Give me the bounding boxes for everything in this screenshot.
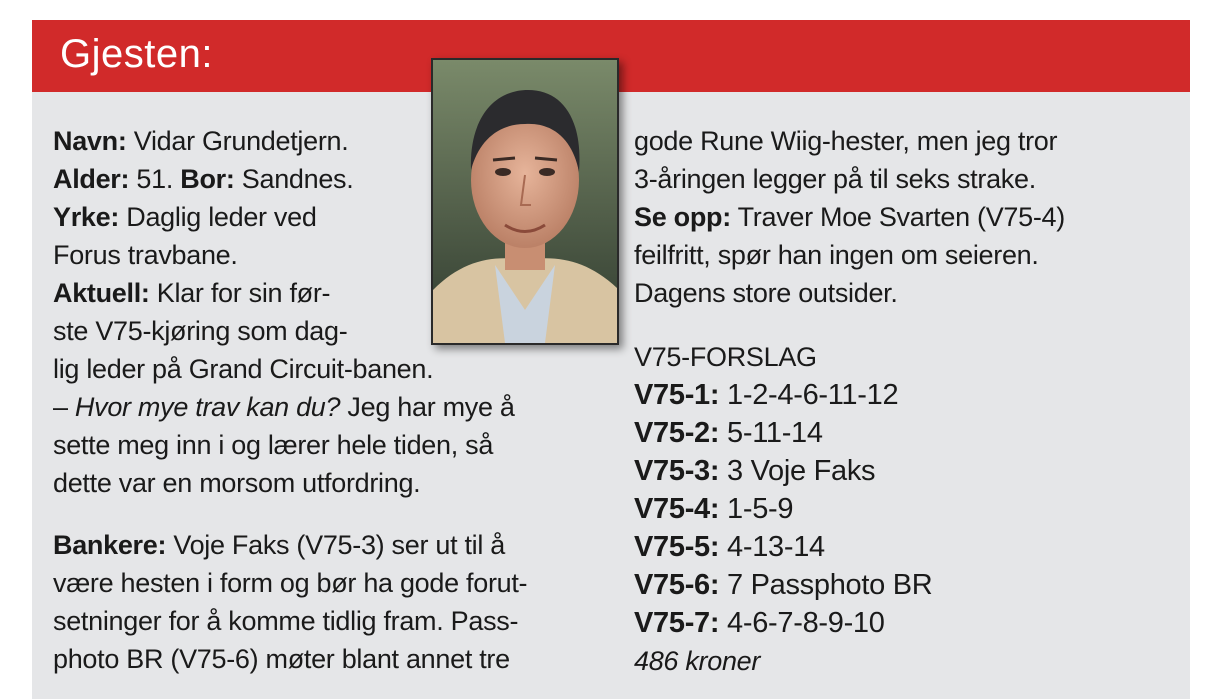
pick-row <box>634 376 1174 414</box>
pick-row <box>634 604 1174 642</box>
bankers-line-2: være hesten i form og bør ha gode forut- <box>53 568 528 598</box>
job-label: Yrke: <box>53 202 120 232</box>
seeup-line-2: feilfritt, spør han ingen om seieren. <box>634 240 1039 270</box>
age-line <box>53 160 613 198</box>
pick-value: 4-6-7-8-9-10 <box>719 607 885 639</box>
pick-value: 1-2-4-6-11-12 <box>719 379 899 411</box>
bankers-value: Voje Faks (V75-3) ser ut til å <box>166 530 505 560</box>
name-label: Navn: <box>53 126 127 156</box>
pick-value: 4-13-14 <box>719 531 825 563</box>
price-line <box>634 642 1174 680</box>
name-value: Vidar Grundetjern. <box>126 126 349 156</box>
pick-row <box>634 452 1174 490</box>
left-column <box>53 122 613 678</box>
pick-row <box>634 566 1174 604</box>
bankers-cont-line-1: gode Rune Wiig-hester, men jeg tror <box>634 126 1058 156</box>
seeup-value: Traver Moe Svarten (V75-4) <box>730 202 1065 232</box>
current-label: Aktuell: <box>53 278 150 308</box>
pick-label: V75-7: <box>634 607 720 639</box>
pick-label: V75-2: <box>634 417 720 449</box>
question-dash: – <box>53 392 75 422</box>
pick-label: V75-4: <box>634 493 720 525</box>
current-line-3: lig leder på Grand Circuit-banen. <box>53 354 434 384</box>
pick-row <box>634 490 1174 528</box>
bankers-cont-line-2: 3-åringen legger på til seks strake. <box>634 164 1036 194</box>
job-line-cont: Forus travbane. <box>53 240 238 270</box>
bankers-label: Bankere: <box>53 530 167 560</box>
age-value: 51. <box>129 164 181 194</box>
job-value: Daglig leder ved <box>119 202 317 232</box>
header-title: Gjesten: <box>60 32 213 76</box>
bankers-line-3: setninger for å komme tidlig fram. Pass- <box>53 606 519 636</box>
seeup-line <box>634 198 1174 236</box>
pick-label: V75-5: <box>634 531 720 563</box>
question-line <box>53 388 613 426</box>
home-label: Bor: <box>180 164 235 194</box>
answer-line-3: dette var en morsom utfordring. <box>53 468 421 498</box>
current-line <box>53 274 613 312</box>
guest-card <box>32 20 1190 699</box>
home-value: Sandnes. <box>234 164 354 194</box>
pick-label: V75-6: <box>634 569 720 601</box>
current-value: Klar for sin før- <box>149 278 331 308</box>
bankers-line <box>53 526 613 564</box>
pick-label: V75-1: <box>634 379 720 411</box>
pick-value: 3 Voje Faks <box>719 455 876 487</box>
answer-start: Jeg har mye å <box>340 392 515 422</box>
seeup-label: Se opp: <box>634 202 731 232</box>
pick-value: 5-11-14 <box>719 417 823 449</box>
pick-label: V75-3: <box>634 455 720 487</box>
pick-row <box>634 528 1174 566</box>
right-column <box>634 122 1174 680</box>
answer-line-2: sette meg inn i og lærer hele tiden, så <box>53 430 494 460</box>
bankers-line-4: photo BR (V75-6) møter blant annet tre <box>53 644 510 674</box>
job-line <box>53 198 613 236</box>
current-line-2: ste V75-kjøring som dag- <box>53 316 348 346</box>
question-text: Hvor mye trav kan du? <box>74 392 341 422</box>
price-text: 486 kroner <box>634 646 761 676</box>
name-line <box>53 122 613 160</box>
pick-value: 7 Passphoto BR <box>719 569 933 601</box>
seeup-line-3: Dagens store outsider. <box>634 278 898 308</box>
age-label: Alder: <box>53 164 130 194</box>
forslag-title: V75-FORSLAG <box>634 342 817 372</box>
pick-row <box>634 414 1174 452</box>
pick-value: 1-5-9 <box>719 493 794 525</box>
